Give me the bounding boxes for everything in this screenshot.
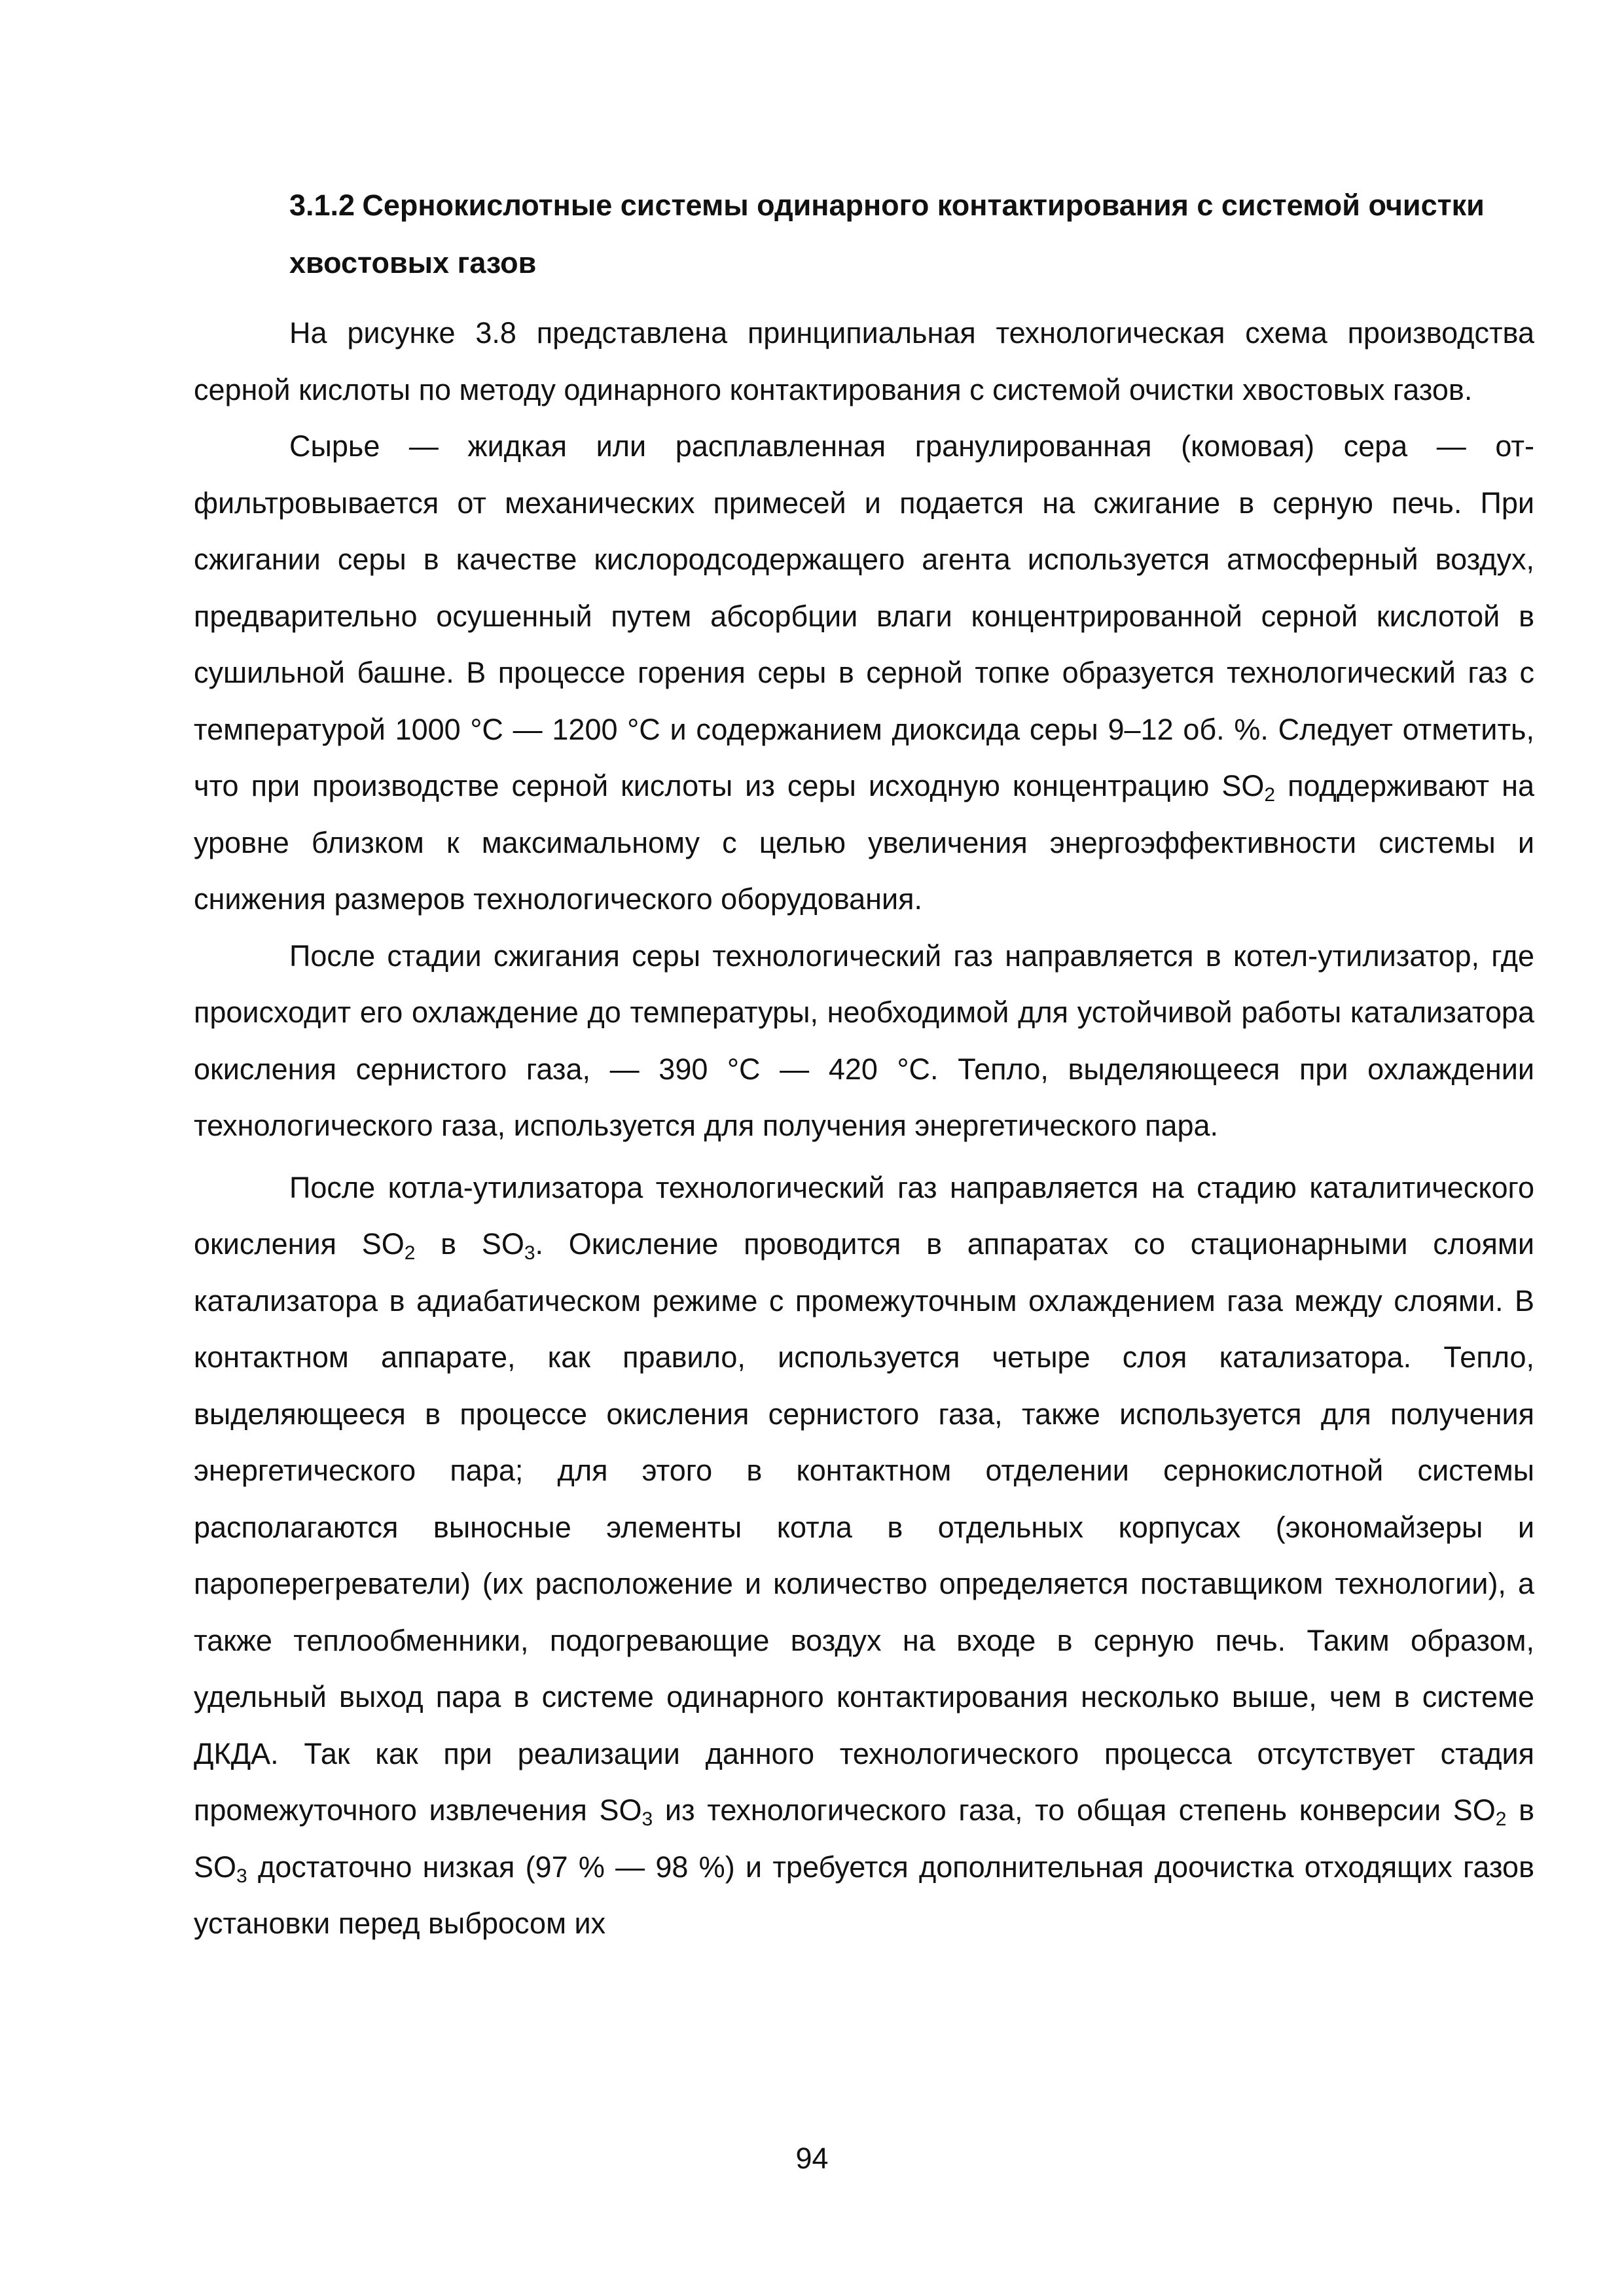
- text-run: из технологического газа, то общая степень конверсии SO: [653, 1793, 1496, 1827]
- paragraph-2: [194, 418, 1534, 928]
- subscript: 2: [1264, 784, 1276, 806]
- subscript: 2: [404, 1242, 416, 1264]
- page-number: 94: [795, 2142, 829, 2175]
- paragraph-3: [194, 928, 1534, 1155]
- text-run: На рисунке 3.8 представлена принципиальная технологическая схема производства серной кислоты по методу одинарного контактирования с системой очистки хвостовых газов.: [194, 316, 1534, 406]
- text-run: После котла-утилизатора технологический газ направляется на стадию каталитического окисления SO: [194, 1170, 1534, 1261]
- subscript: 3: [524, 1242, 535, 1264]
- text-run: в SO: [194, 1793, 1534, 1884]
- subscript: 3: [236, 1865, 247, 1887]
- section-title: Сернокислотные системы одинарного контактирования с системой очистки хвостовых газов: [289, 188, 1485, 279]
- subscript: 2: [1495, 1808, 1507, 1830]
- text-run: Сырье — жидкая или расплавленная гранулированная (комовая) сера — отфильтровывается от механических примесей и подается на сжигание в серную печь. При сжигании серы в качестве кислородсодержащего агента используется атмосферный воздух, предварительно осушенный путем абсорбции влаги концентрированной серной кислотой в сушильной башне. В процессе горения серы в серной топке образуется технологический газ с температурой 1000 °С — 1200 °С и содержанием диоксида серы 9–12 об. %. Следует отметить, что при производстве серной кислоты из серы исходную концентрацию SO: [194, 429, 1534, 802]
- text-run: в SO: [415, 1227, 524, 1261]
- text-run: достаточно низкая (97 % — 98 %) и требуется дополнительная доочистка отходящих газов установки перед выбросом их: [194, 1850, 1534, 1940]
- body-text: [194, 305, 1534, 1952]
- paragraph-4: [194, 1160, 1534, 1952]
- text-run: . Окисление проводится в аппаратах со стационарными слоями катализатора в адиабатическом режиме с промежуточным охлаждением газа между слоями. В контактном аппарате, как правило, используется четыре слоя катализатора. Тепло, выделяющееся в процессе окисления сернистого газа, также используется для получения энергетического пара; для этого в контактном отделении сернокислотной системы располагаются выносные элементы котла в отдельных корпусах (экономайзеры и пароперегреватели) (их расположение и количество определяется поставщиком технологии), а также теплообменники, подогревающие воздух на входе в серную печь. Таким образом, удельный выход пара в системе одинарного контактирования несколько выше, чем в системе ДКДА. Так как при реализации данного технологического процесса отсутствует стадия промежуточного извлечения SO: [194, 1227, 1534, 1827]
- text-run: После стадии сжигания серы технологический газ направляется в котел-утилизатор, где происходит его охлаждение до температуры, необходимой для устойчивой работы катализатора окисления сернистого газа, — 390 °С — 420 °С. Тепло, выделяющееся при охлаждении технологического газа, используется для получения энергетического пара.: [194, 939, 1534, 1142]
- section-heading: [194, 177, 1534, 292]
- section-number: 3.1.2: [289, 188, 355, 222]
- text-run: поддерживают на уровне близком к максимальному с целью увеличения энергоэффективности системы и снижения размеров технологического оборудования.: [194, 769, 1534, 916]
- paragraph-1: [194, 305, 1534, 418]
- document-page: [194, 177, 1534, 1952]
- subscript: 3: [641, 1808, 653, 1830]
